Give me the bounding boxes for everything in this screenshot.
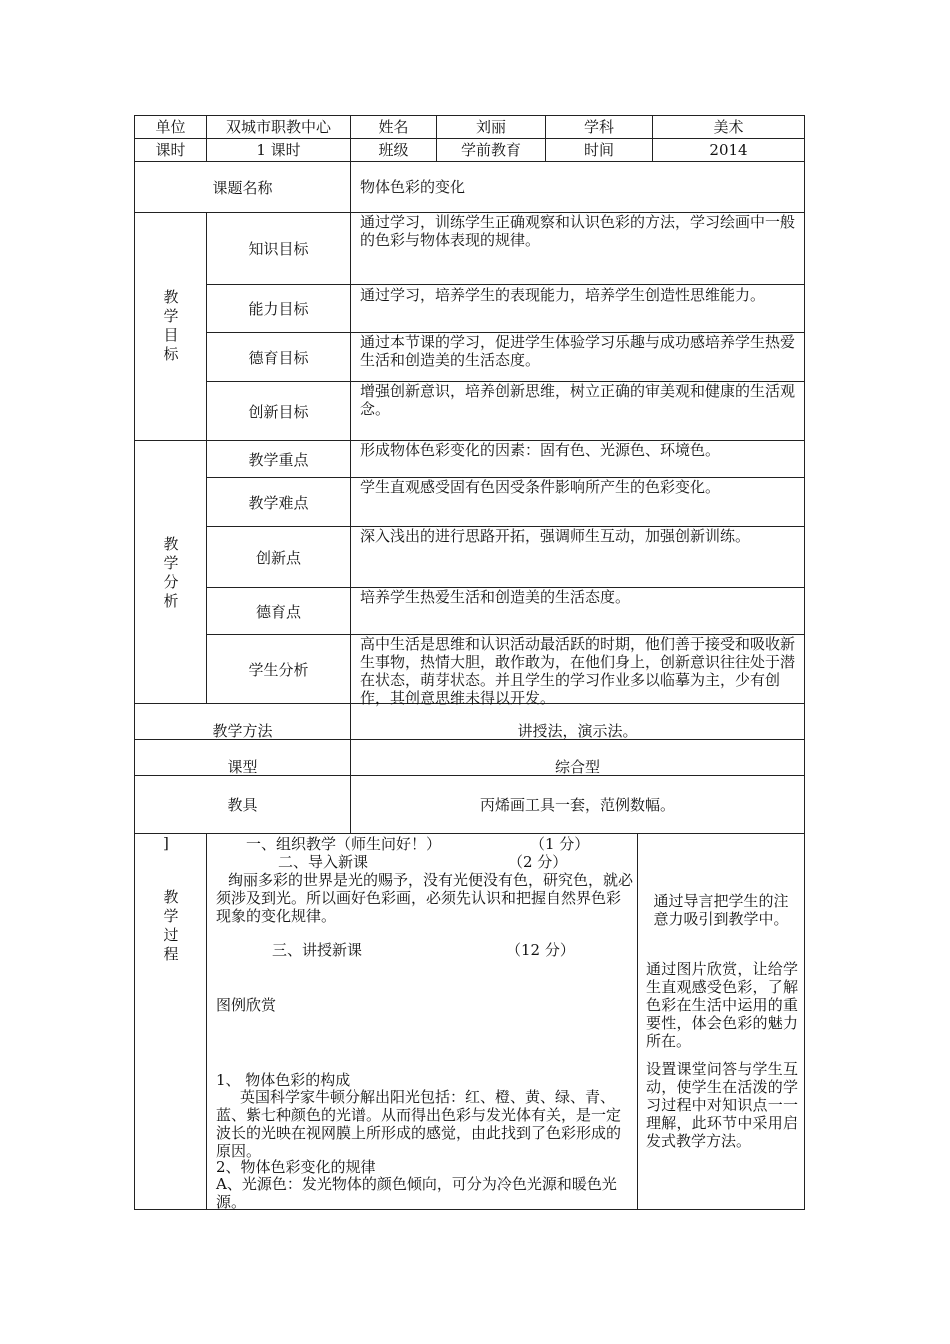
unit-value: 双城市职教中心 (225, 118, 331, 136)
difficult-point-text: 学生直观感受固有色因受条件影响所产生的色彩变化。 (360, 478, 721, 496)
process-bracket: ] (163, 834, 169, 852)
time-label: 时间 (583, 141, 614, 159)
point1-title: 1、 物体色彩的构成 (216, 1071, 351, 1089)
name-value: 刘丽 (475, 118, 506, 136)
ability-goal-text: 通过学习，培养学生的表现能力，培养学生创造性思维能力。 (360, 286, 766, 304)
topic-label: 课题名称 (212, 178, 273, 197)
moral-point-text: 培养学生热爱生活和创造美的生活态度。 (360, 588, 631, 606)
point1-text: 英国科学家牛顿分解出阳光包括：红、橙、黄、绿、青、蓝、紫七种颜色的光谱。从而得出色彩与发光体有关，是一定波长的光映在视网膜上所形成的感觉，由此找到了色彩形成的原因。 (216, 1088, 622, 1160)
unit-label: 单位 (155, 118, 186, 136)
step-organize: 一、组织教学（师生问好！） (246, 835, 442, 853)
process-group-label: 教 学 过 程 (163, 888, 179, 963)
innovation-point-text: 深入浅出的进行思路开拓，强调师生互动，加强创新训练。 (360, 527, 751, 545)
moral-goal-label: 德育目标 (248, 348, 309, 367)
student-analysis-text: 高中生活是思维和认识活动最活跃的时期，他们善于接受和吸收新生事物，热情大胆，敢作敢为，在他们身上，创新意识往往处于潜在状态，萌芽状态。并且学生的学习作业多以临摹为主，少有创作，其创意思维未得以开发。 (360, 635, 796, 707)
subject-value: 美术 (713, 118, 744, 136)
analysis-group-label: 教 学 分 析 (163, 535, 179, 610)
class-label: 班级 (378, 141, 409, 159)
moral-point-label: 德育点 (255, 602, 301, 621)
step-introduce-time: （2 分） (508, 853, 568, 871)
difficult-point-label: 教学难点 (248, 493, 309, 512)
key-point-text: 形成物体色彩变化的因素：固有色、光源色、环境色。 (360, 441, 721, 459)
point2-title: 2、物体色彩变化的规律 (216, 1158, 376, 1176)
class-value: 学前教育 (460, 141, 521, 159)
time-value: 2014 (709, 140, 748, 159)
key-point-label: 教学重点 (248, 450, 309, 469)
tools-label: 教具 (227, 796, 258, 814)
examples-heading: 图例欣赏 (216, 996, 277, 1014)
note-intro: 通过导言把学生的注意力吸引到教学中。 (653, 892, 789, 928)
lesson-type-value: 综合型 (554, 757, 600, 776)
student-analysis-label: 学生分析 (248, 660, 309, 679)
step-teach: 三、讲授新课 (272, 941, 363, 959)
note-examples: 通过图片欣赏，让给学生直观感受色彩，了解色彩在生活中运用的重要性，体会色彩的魅力所在。 (646, 960, 798, 1050)
innovation-goal-text: 增强创新意识，培养创新思维，树立正确的审美观和健康的生活观念。 (360, 382, 796, 418)
method-label: 教学方法 (212, 721, 273, 740)
subject-label: 学科 (583, 118, 614, 136)
tools-value: 丙烯画工具一套，范例数幅。 (479, 796, 675, 814)
innovation-point-label: 创新点 (255, 548, 301, 567)
lesson-type-label: 课型 (227, 757, 258, 776)
hours-value: 1 课时 (256, 141, 301, 159)
objectives-group-label: 教 学 目 标 (163, 288, 179, 363)
step-introduce: 二、导入新课 (278, 853, 369, 871)
topic-value: 物体色彩的变化 (360, 178, 466, 196)
innovation-goal-label: 创新目标 (248, 402, 309, 421)
note-interaction: 设置课堂问答与学生互动，使学生在活泼的学习过程中对知识点一一理解，此环节中采用启发式教学方法。 (646, 1060, 798, 1150)
knowledge-goal-text: 通过学习，训练学生正确观察和认识色彩的方法，学习绘画中一般的色彩与物体表现的规律。 (360, 213, 796, 249)
step-organize-time: （1 分） (530, 835, 590, 853)
ability-goal-label: 能力目标 (248, 300, 309, 318)
moral-goal-text: 通过本节课的学习，促进学生体验学习乐趣与成功感培养学生热爱生活和创造美的生活态度。 (360, 333, 796, 369)
intro-paragraph: 绚丽多彩的世界是光的赐予，没有光便没有色，研究色，就必须涉及到光。所以画好色彩画，必须先认识和把握自然界色彩现象的变化规律。 (216, 871, 634, 925)
name-label: 姓名 (378, 118, 409, 136)
method-value: 讲授法，演示法。 (517, 721, 638, 740)
step-teach-time: （12 分） (506, 941, 575, 959)
hours-label: 课时 (155, 141, 186, 159)
point2-text: A、光源色：发光物体的颜色倾向，可分为冷色光源和暖色光源。 (216, 1175, 617, 1211)
knowledge-goal-label: 知识目标 (248, 240, 309, 258)
